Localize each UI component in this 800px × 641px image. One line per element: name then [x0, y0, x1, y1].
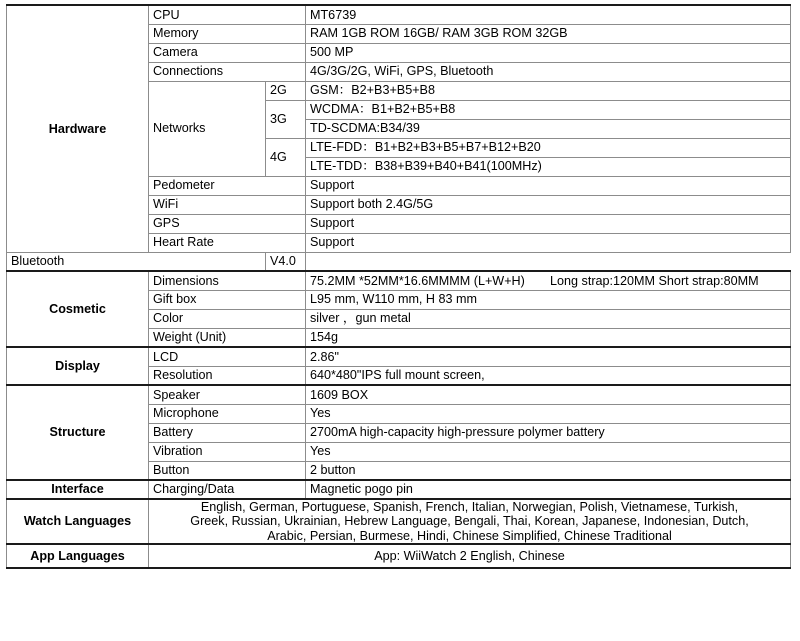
- section-label-display: Display: [7, 347, 149, 385]
- row-value-battery: 2700mA high-capacity high-pressure polymer battery: [306, 423, 791, 442]
- row-value-memory: RAM 1GB ROM 16GB/ RAM 3GB ROM 32GB: [306, 24, 791, 43]
- watch-languages-line-1: English, German, Portuguese, Spanish, French, Italian, Norwegian, Polish, Vietnamese, Turkish,: [200, 500, 739, 514]
- table-row: [7, 347, 791, 366]
- row-label-heart-rate: Heart Rate: [149, 233, 306, 252]
- row-value-charging-data: Magnetic pogo pin: [306, 480, 791, 499]
- row-label-camera: Camera: [149, 43, 306, 62]
- row-value-lcd: 2.86": [306, 347, 791, 366]
- row-label-bluetooth: Bluetooth: [7, 252, 266, 271]
- row-value-pedometer: Support: [306, 176, 791, 195]
- row-value-button: 2 button: [306, 461, 791, 480]
- row-label-pedometer: Pedometer: [149, 176, 306, 195]
- specification-table: [6, 4, 791, 569]
- row-label-memory: Memory: [149, 24, 306, 43]
- section-label-cosmetic: Cosmetic: [7, 271, 149, 347]
- row-label-button: Button: [149, 461, 306, 480]
- network-generation-3g: 3G: [266, 100, 306, 138]
- row-value-gift-box: L95 mm, W110 mm, H 83 mm: [306, 290, 791, 309]
- network-bands-ltefdd: LTE-FDD：B1+B2+B3+B5+B7+B12+B20: [306, 138, 791, 157]
- section-label-structure: Structure: [7, 385, 149, 480]
- table-row: [7, 271, 791, 290]
- row-label-connections: Connections: [149, 62, 306, 81]
- watch-languages-line-2: Greek, Russian, Ukrainian, Hebrew Language, Bengali, Thai, Korean, Japanese, Indonesian, Dutch,: [190, 514, 749, 529]
- row-value-camera: 500 MP: [306, 43, 791, 62]
- row-label-speaker: Speaker: [149, 385, 306, 404]
- row-value-resolution: 640*480"IPS full mount screen,: [306, 366, 791, 385]
- section-label-app-languages: App Languages: [7, 544, 149, 568]
- table-row: [7, 385, 791, 404]
- row-label-microphone: Microphone: [149, 404, 306, 423]
- row-value-microphone: Yes: [306, 404, 791, 423]
- network-bands-tdscdma: TD-SCDMA:B34/39: [306, 119, 791, 138]
- row-value-bluetooth: V4.0: [266, 252, 306, 271]
- row-label-gps: GPS: [149, 214, 306, 233]
- specification-sheet: [6, 4, 790, 569]
- watch-languages-list: [149, 499, 791, 544]
- row-label-dimensions: Dimensions: [149, 271, 306, 290]
- row-value-connections: 4G/3G/2G, WiFi, GPS, Bluetooth: [306, 62, 791, 81]
- row-label-vibration: Vibration: [149, 442, 306, 461]
- network-bands-wcdma: WCDMA：B1+B2+B5+B8: [306, 100, 791, 119]
- table-row: [7, 252, 791, 271]
- network-bands-gsm: GSM：B2+B3+B5+B8: [306, 81, 791, 100]
- section-label-hardware: Hardware: [7, 5, 149, 252]
- watch-languages-line-3: Arabic, Persian, Burmese, Hindi, Chinese Simplified, Chinese Traditional: [267, 528, 672, 543]
- network-generation-2g: 2G: [266, 81, 306, 100]
- table-row: [7, 544, 791, 568]
- table-row: [7, 480, 791, 499]
- row-value-cpu: MT6739: [306, 5, 791, 24]
- row-value-color: silver ，gun metal: [306, 309, 791, 328]
- row-label-battery: Battery: [149, 423, 306, 442]
- row-value-vibration: Yes: [306, 442, 791, 461]
- row-label-lcd: LCD: [149, 347, 306, 366]
- table-row: [7, 5, 791, 24]
- row-value-dimensions: 75.2MM *52MM*16.6MMMM (L+W+H) Long strap:120MM Short strap:80MM: [306, 271, 791, 290]
- network-bands-ltetdd: LTE-TDD：B38+B39+B40+B41(100MHz): [306, 157, 791, 176]
- row-label-networks: Networks: [149, 81, 266, 176]
- network-generation-4g: 4G: [266, 138, 306, 176]
- row-label-gift-box: Gift box: [149, 290, 306, 309]
- row-label-weight: Weight (Unit): [149, 328, 306, 347]
- row-value-gps: Support: [306, 214, 791, 233]
- table-row: [7, 499, 791, 544]
- section-label-interface: Interface: [7, 480, 149, 499]
- row-label-color: Color: [149, 309, 306, 328]
- row-value-heart-rate: Support: [306, 233, 791, 252]
- row-label-resolution: Resolution: [149, 366, 306, 385]
- app-languages-value: App: WiiWatch 2 English, Chinese: [149, 544, 791, 568]
- section-label-watch-languages: Watch Languages: [7, 499, 149, 544]
- row-value-weight: 154g: [306, 328, 791, 347]
- row-label-charging-data: Charging/Data: [149, 480, 306, 499]
- row-value-wifi: Support both 2.4G/5G: [306, 195, 791, 214]
- row-value-speaker: 1609 BOX: [306, 385, 791, 404]
- row-label-cpu: CPU: [149, 5, 306, 24]
- row-label-wifi: WiFi: [149, 195, 306, 214]
